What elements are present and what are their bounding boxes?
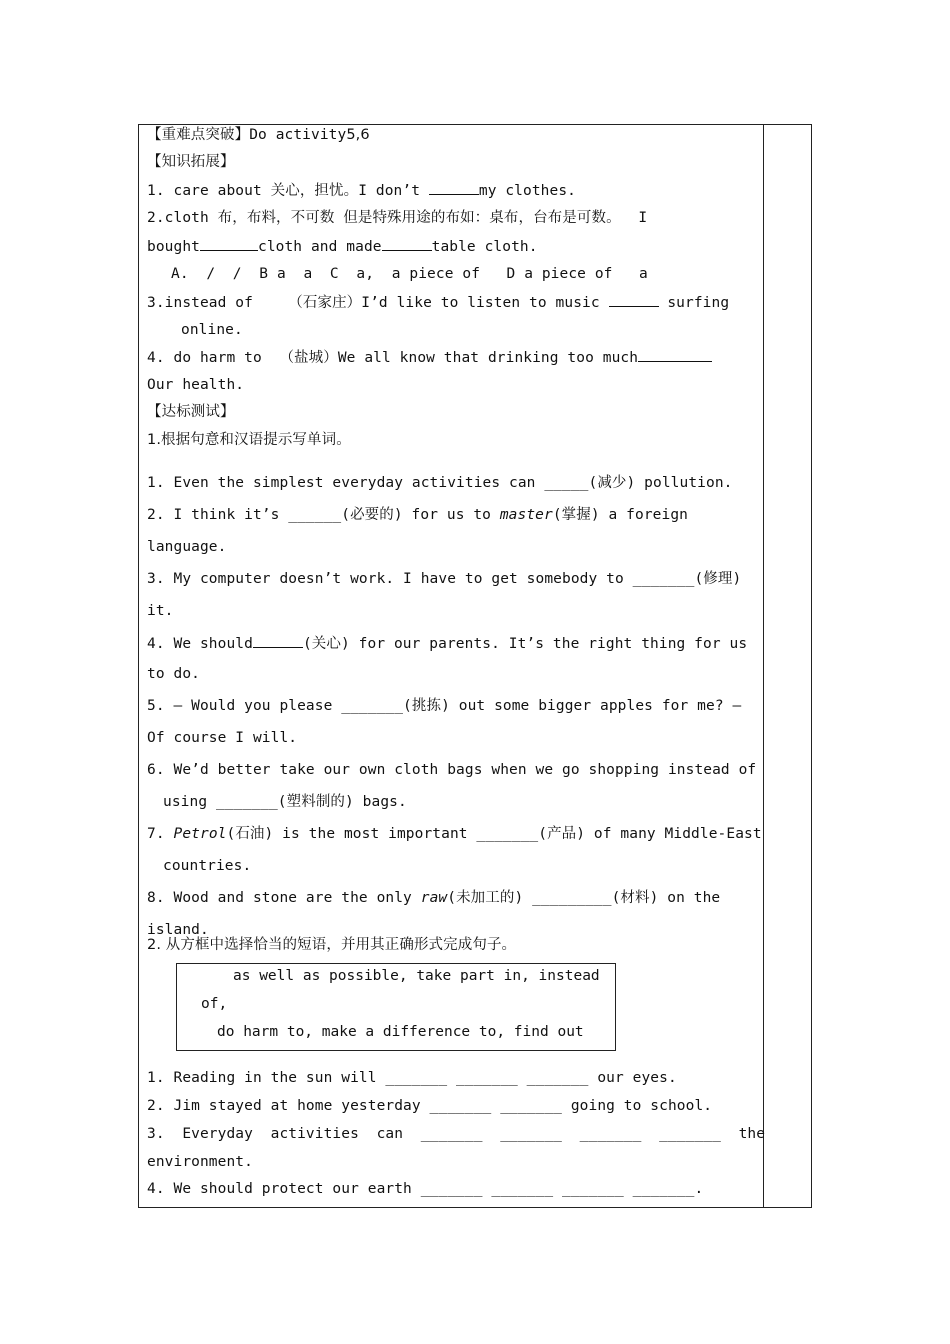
question-4-line1 (147, 633, 747, 654)
question-3-line1: 3. My computer doesn’t work. I have to get somebody to _______(修理) (147, 571, 742, 587)
answer-blank[interactable] (200, 236, 258, 251)
text-fragment: 2. I think it’s ______(必要的) for us to (147, 507, 500, 523)
key-points-activities: 5,6 (346, 127, 370, 143)
knowledge-item-2-line2 (147, 236, 538, 257)
sentence-3-line2: environment. (147, 1154, 253, 1170)
answer-blank[interactable] (253, 633, 303, 648)
question-2-line2: language. (147, 539, 227, 555)
question-6-line2: using _______(塑料制的) bags. (163, 794, 407, 810)
question-1: 1. Even the simplest everyday activities can _____(减少) pollution. (147, 475, 733, 491)
knowledge-item-4-line2: Our health. (147, 377, 245, 393)
knowledge-item-1-suffix: my clothes. (478, 183, 576, 199)
answer-blank[interactable] (382, 236, 432, 251)
question-6-line1: 6. We’d better take our own cloth bags when we go shopping instead of (147, 762, 757, 778)
knowledge-label: 【知识拓展】 (147, 154, 235, 170)
key-points-label: 【重难点突破】 (147, 127, 250, 143)
question-7-line2: countries. (163, 858, 252, 874)
text-fragment: (未加工的) _________(材料) on the (447, 890, 721, 906)
knowledge-item-3-line1 (147, 292, 729, 313)
question-3-line2: it. (147, 603, 174, 619)
text-fragment: cloth and made (257, 239, 382, 255)
phrase-box-line2: of, (201, 996, 228, 1012)
question-5-line1: 5. — Would you please _______(挑拣) out some bigger apples for me? — (147, 698, 742, 714)
text-fragment: 3.instead of （石家庄）I’d like to listen to music (147, 295, 609, 311)
phrase-box (176, 963, 616, 1051)
sentence-1: 1. Reading in the sun will _______ _______ _______ our eyes. (147, 1070, 677, 1086)
text-fragment: (关心) for our parents. It’s the right thing for us (302, 636, 748, 652)
knowledge-item-1-prefix: 1. care about 关心，担忧。I don’t (147, 183, 429, 199)
question-4-line2: to do. (147, 666, 200, 682)
knowledge-item-4-line1 (147, 347, 712, 368)
text-fragment: 8. Wood and stone are the only (147, 890, 421, 906)
text-fragment: 7. (147, 826, 174, 842)
knowledge-item-1 (147, 180, 576, 201)
sentence-2: 2. Jim stayed at home yesterday _______ _______ going to school. (147, 1098, 713, 1114)
text-fragment: 4. We should (147, 636, 253, 652)
sentence-4: 4. We should protect our earth _______ _______ _______ _______. (147, 1181, 704, 1197)
side-column-divider (763, 125, 764, 1207)
knowledge-item-2-options: A. / / B a a C a, a piece of D a piece of a (171, 266, 648, 282)
phrase-box-line1: as well as possible, take part in, instead (233, 968, 600, 984)
question-8-line2: island. (147, 922, 209, 938)
text-fragment: bought (147, 239, 200, 255)
text-fragment: 4. do harm to （盐城）We all know that drinking too much (147, 350, 639, 366)
italic-word: Petrol (173, 826, 227, 842)
sentence-3-line1: 3. Everyday activities can _______ _______ _______ _______ the (147, 1126, 766, 1142)
answer-blank[interactable] (609, 292, 659, 307)
italic-word: master (499, 507, 553, 523)
question-5-line2: Of course I will. (147, 730, 298, 746)
answer-blank[interactable] (638, 347, 712, 362)
section-1-title: 1.根据句意和汉语提示写单词。 (147, 432, 351, 448)
text-fragment: surfing (658, 295, 730, 311)
key-points-line (147, 125, 370, 145)
text-fragment: (石油) is the most important _______(产品) of many Middle-East (226, 826, 762, 842)
text-fragment: (掌握) a foreign (552, 507, 688, 523)
knowledge-item-2-line1: 2.cloth 布，布料，不可数 但是特殊用途的布如：桌布，台布是可数。 I (147, 210, 648, 226)
question-7-line1 (147, 824, 762, 844)
key-points-text: Do activity (249, 127, 347, 143)
knowledge-item-3-line2: online. (181, 322, 243, 338)
test-label: 【达标测试】 (147, 404, 235, 420)
worksheet-table (138, 124, 812, 1208)
answer-blank[interactable] (429, 180, 479, 195)
text-fragment: table cloth. (431, 239, 538, 255)
question-2-line1 (147, 505, 688, 525)
section-2-title: 2. 从方框中选择恰当的短语，并用其正确形式完成句子。 (147, 937, 517, 953)
question-8-line1 (147, 888, 720, 908)
italic-word: raw (420, 890, 448, 906)
phrase-box-line3: do harm to, make a difference to, find out (217, 1024, 584, 1040)
